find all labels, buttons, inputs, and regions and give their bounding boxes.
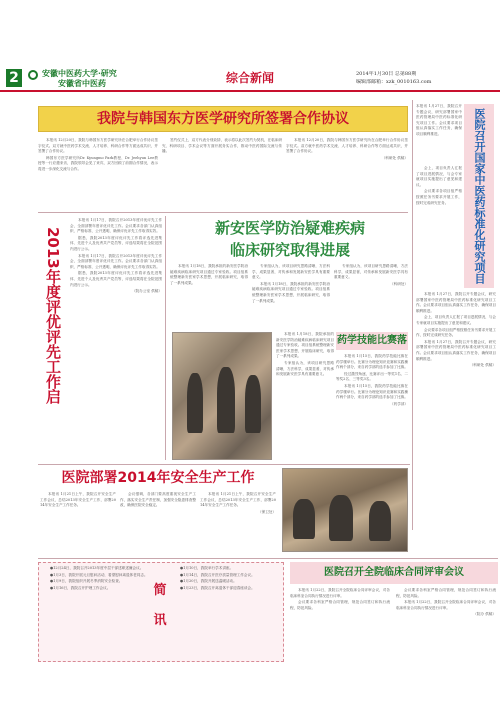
center-byline: （科研处） bbox=[390, 281, 408, 286]
brief-label-char: 简 bbox=[153, 583, 167, 598]
top-article-col-3 bbox=[286, 138, 408, 208]
evaluation-byline: （院办公室 供稿） bbox=[132, 289, 162, 294]
contract-headline-box bbox=[290, 562, 498, 584]
newspaper-name: 安徽中医药大学·研究 bbox=[42, 68, 117, 78]
brief-news-left bbox=[42, 566, 150, 658]
brief-item: ●1月14日，我院召开医疗质量管理工作会议。 bbox=[180, 572, 255, 577]
contract-byline: （院办 供稿） bbox=[473, 612, 496, 617]
editor-email: 编辑部邮箱：xzk_0010163.com bbox=[356, 79, 432, 85]
safety-col-3 bbox=[200, 492, 276, 554]
brief-item: ●1月16日，我院召开护理工作会议。 bbox=[50, 585, 111, 590]
center-article-headline-1: 新安医学防治疑难疾病 bbox=[214, 219, 365, 237]
contract-headline: 医院召开全院临床合同评审会议 bbox=[324, 567, 464, 578]
evaluation-vertical-title: 2013年度评优评先工作启 bbox=[44, 226, 62, 404]
safety-paragraph: 本报讯 1月21日上午，我院召开安全生产工作会议，总结2013年安全生产工作，部署2014年安全生产工作任务。 bbox=[200, 492, 276, 508]
contract-paragraph: 会议要求各科室严格合同管理，规范合同签订和执行流程，防范风险。 bbox=[396, 588, 496, 598]
center-article-col-1 bbox=[170, 264, 248, 328]
page-number: 2 bbox=[6, 69, 22, 87]
center-paragraph: 专家组认为，该项目研究思路清晰，方法科学，成果显著，对传承和发展新安医学具有重要意义。 bbox=[252, 264, 330, 280]
evaluation-article-body bbox=[70, 218, 162, 458]
masthead bbox=[0, 66, 500, 94]
evaluation-paragraph: 本报讯 1月17日，我院召开2013年度评优评先工作会，全面部署年度评优评先工作。会议要求各部门认真组织、严格标准、公开透明，确保评优评先工作取得实效。 bbox=[70, 218, 162, 234]
sidebar-paragraph: 本报讯 1月27日，我院召开专题会议，研究部署国家中医药管理局中医药标准化研究项目工作。会议要求项目组认真落实工作任务，确保项目顺利推进。 bbox=[416, 292, 496, 313]
sidebar-paragraph: 会上，项目负责人汇报了项目进展情况，与会专家就项目实施提出了意见和建议。 bbox=[416, 166, 462, 187]
skills-paragraph: 本报讯 1月15日，我院药学技能比赛在药学楼举行。比赛分为理论知识竞赛和实践操作两个部分，来自药学部的选手参加了比赛。 bbox=[336, 383, 408, 400]
center-paragraph: 专家组认为，该项目研究思路清晰，方法科学，成果显著，对传承和发展新安医学具有重要意义。 bbox=[334, 264, 408, 280]
center-paragraph: 本报讯 1月18日，我院承担的新安医学防治疑难疾病临床研究项目通过专家验收。项目组系统整理新安医家学术思想，开展临床研究，取得了一系列成果。 bbox=[170, 264, 248, 285]
sidebar-body-1 bbox=[416, 166, 462, 290]
contract-col-1 bbox=[290, 588, 390, 660]
top-article-paragraph: 本报讯 12月20日，我院与韩国东方医学研究所在合肥举行合作协议签字仪式。双方就中医药学术交流、人才培养、科研合作等方面达成共识，并签署了合作协议。 bbox=[38, 138, 158, 154]
evaluation-paragraph: 本报讯 1月17日，我院召开2013年度评优评先工作会，全面部署年度评优评先工作。会议要求各部门认真组织、严格标准、公开透明，确保评优评先工作取得实效。 bbox=[70, 253, 162, 269]
evaluation-paragraph: 据悉，我院2013年度评优评先工作将评选先进集体、先进个人及优秀共产党员等，评选结果将在全院范围内进行公示。 bbox=[70, 235, 162, 251]
top-article-col-1 bbox=[38, 138, 158, 208]
center-article-col-3 bbox=[334, 264, 408, 328]
skills-headline: 药学技能比赛落 bbox=[337, 335, 407, 346]
center-article-headline-2: 临床研究取得进展 bbox=[229, 241, 350, 259]
section-name: 综合新闻 bbox=[225, 71, 274, 85]
masthead-rule bbox=[0, 90, 500, 92]
top-article-byline: （科研处 供稿） bbox=[381, 155, 408, 160]
safety-byline: （保卫处） bbox=[258, 509, 276, 514]
top-article-headline: 我院与韩国东方医学研究所签署合作协议 bbox=[97, 111, 349, 127]
brief-item: ●1月9日，我院组织开展冬季消防安全检查。 bbox=[50, 579, 123, 584]
contract-paragraph: 本报讯 1月22日，我院召开全院临床合同评审会议，对各临床科室合同执行情况进行评审。 bbox=[396, 600, 496, 610]
brief-item: ●1月3日，我院开展元旦慰问活动，看望慰问离退休老同志。 bbox=[50, 572, 148, 577]
sidebar-headline: 医院召开国家中医药标准化研究项目 bbox=[473, 108, 486, 284]
safety-paragraph: 本报讯 1月21日上午，我院召开安全生产工作会议，总结2013年安全生产工作，部署2014年安全生产工作任务。 bbox=[40, 492, 116, 508]
skills-paragraph: 经过激烈角逐，比赛评出一等奖1名、二等奖2名、三等奖3名。 bbox=[336, 371, 408, 382]
sidebar-paragraph: 会议要求各项目组严格按照任务书要求开展工作，按时完成研究任务。 bbox=[416, 189, 462, 205]
skills-byline: （药学部） bbox=[390, 401, 408, 406]
skills-paragraph: 本报讯 1月15日，我院药学技能比赛在药学楼举行。比赛分为理论知识竞赛和实践操作两个部分，来自药学部的选手参加了比赛。 bbox=[336, 354, 408, 370]
safety-headline: 医院部署2014年安全生产工作 bbox=[61, 470, 255, 486]
brief-item: ●1月20日，我院开展送温暖活动。 bbox=[180, 579, 237, 584]
masthead-logo-icon bbox=[28, 70, 38, 80]
top-article-paragraph: 韩国东方医学研究所Dr. Kyungmo Park教授、Dr. Jeehyun Lee教授等一行应邀来访，我院领导会见了来宾，双方回顾了前期合作情况，表示将进一步深化交流与合作。 bbox=[38, 155, 158, 171]
sidebar-paragraph: 会上，项目负责人汇报了项目进展情况，与会专家就项目实施提出了意见和建议。 bbox=[416, 315, 496, 325]
sidebar-byline: （科研处 供稿） bbox=[469, 363, 496, 368]
skills-headline-box bbox=[336, 332, 408, 350]
safety-photo bbox=[282, 468, 408, 552]
brief-item: ●12月24日，我院召开2013年度中层干部述职述廉会议。 bbox=[50, 566, 144, 570]
top-article-col-2 bbox=[162, 138, 282, 208]
safety-col-2 bbox=[120, 492, 196, 554]
brief-news-label bbox=[152, 580, 168, 640]
center-paragraph: 专家组认为，该项目研究思路清晰，方法科学，成果显著，对传承和发展新安医学具有重要意义。 bbox=[276, 360, 334, 377]
brief-item: ●1月10日，我院举行学术讲座。 bbox=[180, 566, 234, 570]
center-paragraph: 本报讯 1月18日，我院承担的新安医学防治疑难疾病临床研究项目通过专家验收。项目组系统整理新安医家学术思想，开展临床研究，取得了一系列成果。 bbox=[276, 332, 334, 359]
contract-paragraph: 会议要求各科室严格合同管理，规范合同签订和执行流程，防范风险。 bbox=[290, 600, 390, 610]
skills-article-body bbox=[336, 354, 408, 460]
brief-item: ●1月23日，我院召开离退休干部迎春座谈会。 bbox=[180, 585, 255, 590]
top-article-banner bbox=[38, 106, 408, 132]
newspaper-subname: 安徽省中医药 bbox=[58, 78, 106, 88]
contract-paragraph: 本报讯 1月22日，我院召开全院临床合同评审会议，对各临床科室合同执行情况进行评审。 bbox=[290, 588, 390, 598]
top-article-paragraph: 本报讯 12月20日，我院与韩国东方医学研究所在合肥举行合作协议签字仪式。双方就中医药学术交流、人才培养、科研合作等方面达成共识，并签署了合作协议。 bbox=[286, 138, 408, 154]
issue-date: 2014年1月30日 总第88期 bbox=[356, 71, 417, 77]
center-photo bbox=[172, 332, 272, 460]
brief-label-char: 讯 bbox=[153, 613, 167, 628]
sidebar-headline-box bbox=[464, 104, 494, 288]
safety-col-1 bbox=[40, 492, 116, 554]
center-article-col-2 bbox=[252, 264, 330, 328]
sidebar-paragraph: 本报讯 1月27日，我院召开专题会议，研究部署国家中医药管理局中医药标准化研究项目工作。会议要求项目组认真落实工作任务，确保项目顺利推进。 bbox=[416, 339, 496, 361]
sidebar-body-2 bbox=[416, 292, 496, 524]
center-article-col-4 bbox=[276, 332, 334, 460]
sidebar-paragraph: 会议要求各项目组严格按照任务书要求开展工作，按时完成研究任务。 bbox=[416, 327, 496, 338]
contract-col-2 bbox=[396, 588, 496, 660]
brief-news-right bbox=[172, 566, 280, 658]
safety-paragraph: 会议强调，各部门要高度重视安全生产工作，落实安全生产责任制，加强安全隐患排查整改，确保医院安全稳定。 bbox=[120, 492, 196, 508]
center-paragraph: 本报讯 1月18日，我院承担的新安医学防治疑难疾病临床研究项目通过专家验收。项目组系统整理新安医家学术思想，开展临床研究，取得了一系列成果。 bbox=[252, 281, 330, 303]
evaluation-paragraph: 据悉，我院2013年度评优评先工作将评选先进集体、先进个人及优秀共产党员等，评选结果将在全院范围内进行公示。 bbox=[70, 271, 162, 287]
sidebar-intro: 本报讯 1月27日，我院召开专题会议，研究部署国家中医药管理局中医药标准化研究项目工作。会议要求项目组认真落实工作任务，确保项目顺利推进。 bbox=[416, 104, 462, 136]
top-article-paragraph: 签约仪式上，双方代表分别致辞，表示将以此次签约为契机，在临床研究、科研项目、学术会议等方面开展务实合作，推动中医药国际交流与传播。 bbox=[162, 138, 282, 154]
